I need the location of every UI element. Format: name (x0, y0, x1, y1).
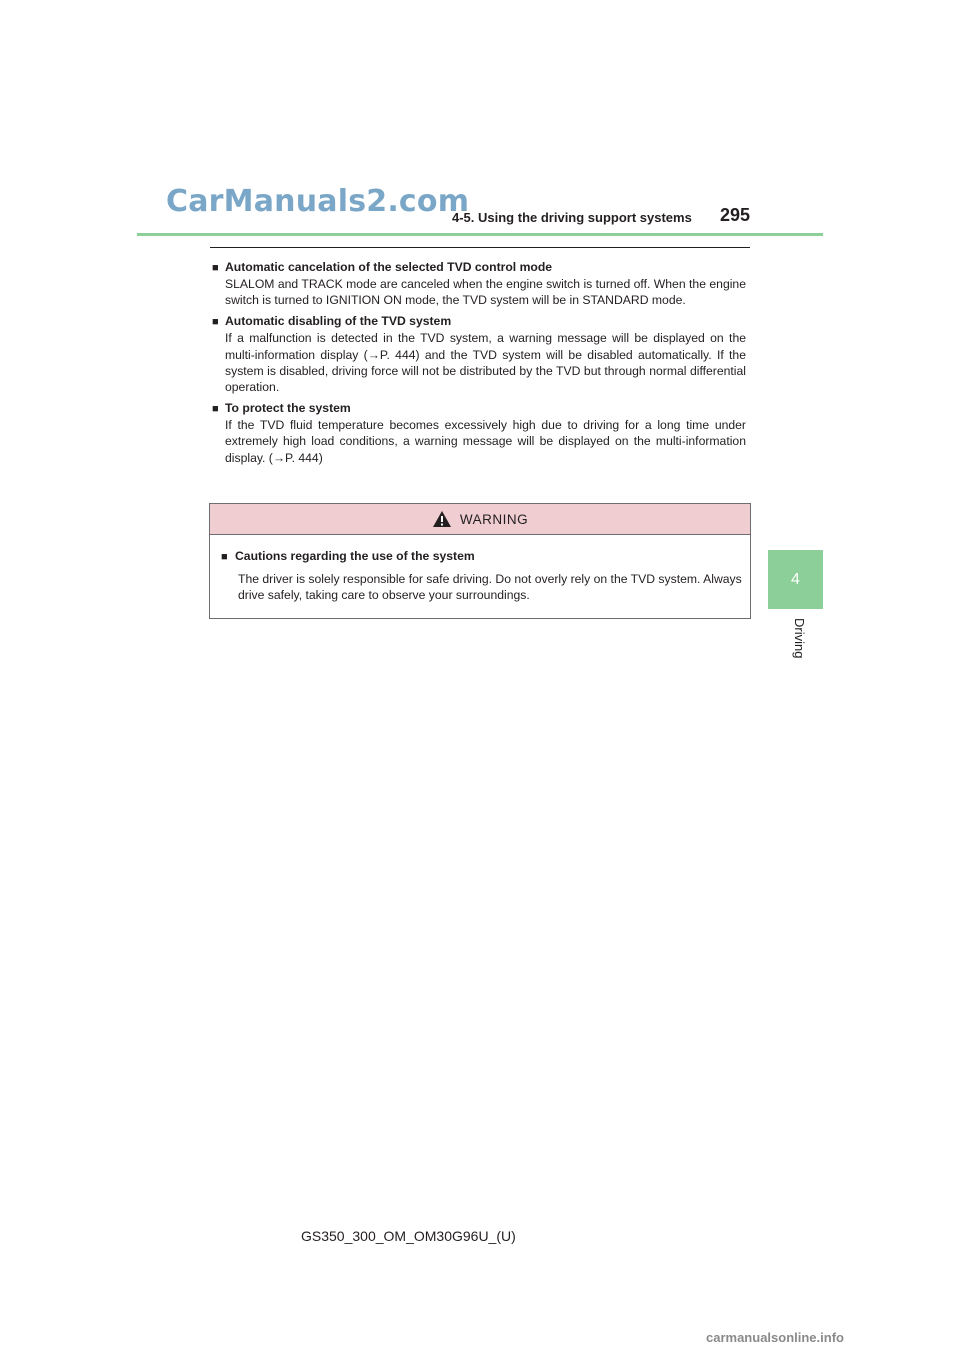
square-bullet-icon: ■ (212, 262, 219, 274)
warning-item-heading (221, 548, 742, 565)
warning-item-heading-text: Cautions regarding the use of the system (235, 549, 475, 563)
item-heading-text: To protect the system (225, 401, 351, 416)
item-heading (212, 313, 746, 330)
warning-triangle-icon (432, 510, 452, 528)
warning-box (209, 503, 751, 619)
square-bullet-icon: ■ (212, 316, 219, 329)
main-content (212, 259, 746, 471)
list-item (212, 400, 746, 466)
content-rule (210, 247, 750, 248)
item-heading (212, 259, 746, 276)
warning-title: WARNING (459, 511, 529, 527)
list-item (212, 259, 746, 308)
item-heading-text: Automatic disabling of the TVD system (225, 314, 452, 329)
item-body: SLALOM and TRACK mode are canceled when the engine switch is turned off. When the engine switch is turned to IGNITION ON mode, the TVD system will be in STANDARD mode. (225, 277, 746, 308)
page-number: 295 (720, 205, 751, 225)
item-body: If a malfunction is detected in the TVD system, a warning message will be displayed on the multi-information display (→P. 444) and the TVD system will be disabled automatically. If the system is disabled, driving force will not be distributed by the TVD but through normal differential operation. (225, 331, 746, 395)
warning-content (210, 535, 750, 603)
item-body: If the TVD fluid temperature becomes excessively high due to driving for a long time under extremely high load conditions, a warning message will be displayed on the multi-information display. (→P. 444) (225, 418, 746, 465)
square-bullet-icon: ■ (212, 403, 219, 416)
header-rule (137, 233, 823, 236)
warning-header (210, 504, 750, 535)
list-item (212, 313, 746, 395)
warning-body: The driver is solely responsible for safe driving. Do not overly rely on the TVD system. Always drive safely, taking care to observe your surroundings. (238, 572, 742, 603)
carmanualsonline-watermark: carmanualsonline.info (706, 1330, 844, 1345)
section-title: 4-5. Using the driving support systems (452, 210, 692, 225)
chapter-label: Driving (792, 618, 807, 659)
footer-code: GS350_300_OM_OM30G96U_(U) (301, 1228, 516, 1244)
chapter-tab (768, 550, 823, 609)
carmanuals2-watermark: CarManuals2.com (166, 184, 470, 219)
item-heading-text: Automatic cancelation of the selected TVD control mode (225, 260, 553, 274)
item-heading (212, 400, 746, 417)
chapter-number: 4 (791, 570, 800, 588)
square-bullet-icon: ■ (221, 551, 228, 563)
